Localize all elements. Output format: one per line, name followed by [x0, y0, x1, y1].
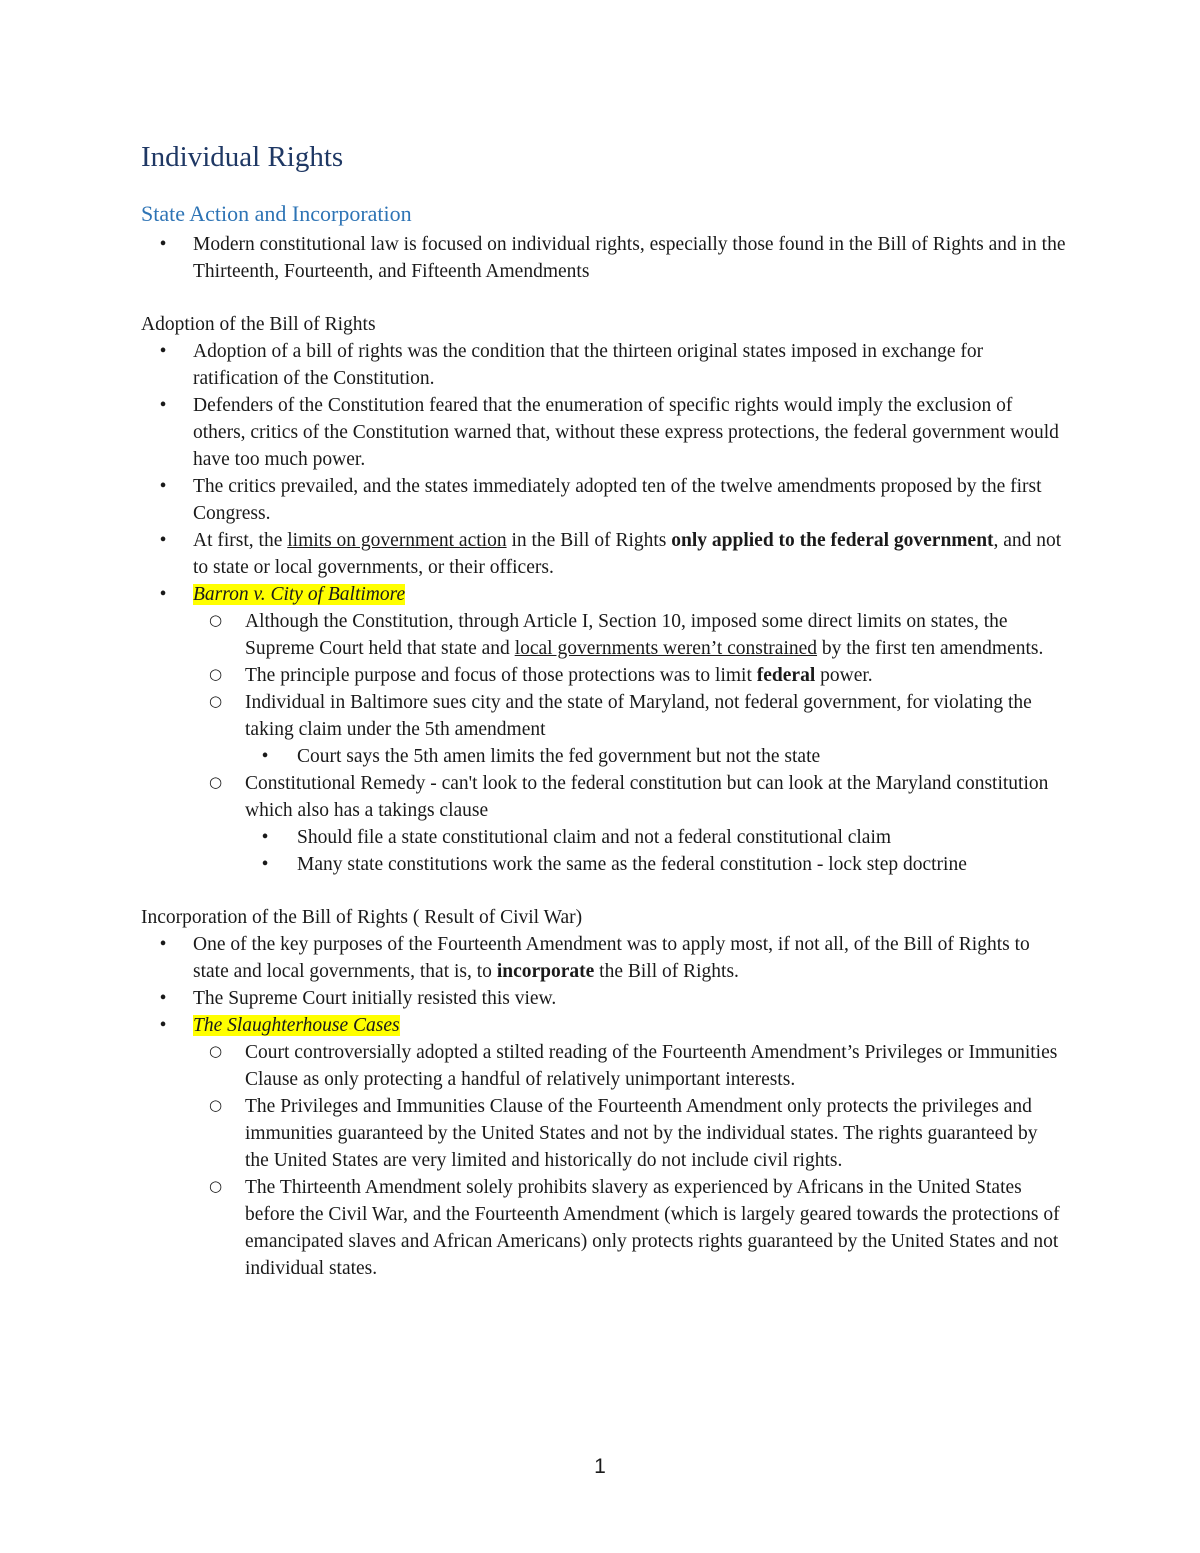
- subheading-incorporation: Incorporation of the Bill of Rights ( Result of Civil War): [141, 907, 583, 929]
- bullet-icon: •: [159, 341, 167, 363]
- list-item: • The critics prevailed, and the states immediately adopted ten of the twelve amendments proposed by the first Congress.: [141, 473, 1066, 527]
- list-item: • Defenders of the Constitution feared that the enumeration of specific rights would imply the exclusion of others, critics of the Constitution warned that, without these express protections, the federal government would have too much power.: [141, 392, 1066, 473]
- section-heading-state-action: State Action and Incorporation: [141, 200, 412, 226]
- bullet-icon: •: [159, 988, 167, 1010]
- list-item: • Modern constitutional law is focused on individual rights, especially those found in the Bill of Rights and in the Thirteenth, Fourteenth, and Fifteenth Amendments: [141, 231, 1066, 285]
- bullet-icon: •: [159, 234, 167, 256]
- circle-bullet-icon: ○: [209, 665, 223, 684]
- list-item: • At first, the limits on government action in the Bill of Rights only applied to the federal government, and not to state or local governments, or their officers.: [141, 527, 1066, 581]
- list-item: • Adoption of a bill of rights was the condition that the thirteen original states imposed in exchange for ratification of the Constitution.: [141, 338, 1066, 392]
- bullet-icon: •: [159, 934, 167, 956]
- circle-bullet-icon: ○: [209, 692, 223, 711]
- list-item: [141, 581, 1066, 878]
- sub-list: [193, 608, 1066, 878]
- sub-list: [193, 1039, 1066, 1282]
- list-item: ○ Constitutional Remedy - can't look to the federal constitution but can look at the Maryland constitution which also has a takings clause • Should file a state constitutional claim and not a federal constitutional claim • Many state constitutions work the same as the federal constitution - lock step doctrine: [193, 770, 1066, 878]
- subheading-adoption: Adoption of the Bill of Rights: [141, 314, 376, 336]
- bullet-icon: •: [159, 1015, 167, 1037]
- bullet-list: [141, 338, 1066, 878]
- sub-sub-list: [245, 824, 1066, 878]
- bullet-list: [141, 231, 1066, 285]
- list-item: • The Supreme Court initially resisted this view.: [141, 985, 1066, 1012]
- bullet-icon: •: [261, 854, 269, 876]
- bullet-icon: •: [159, 530, 167, 552]
- list-item: ○ Court controversially adopted a stilted reading of the Fourteenth Amendment’s Privileges or Immunities Clause as only protecting a handful of relatively unimportant interests.: [193, 1039, 1066, 1093]
- bold-text: incorporate: [496, 961, 595, 983]
- case-name-highlight: Barron v. City of Baltimore: [193, 584, 406, 606]
- page-title: Individual Rights: [141, 141, 344, 173]
- list-item: • Court says the 5th amen limits the fed government but not the state: [245, 743, 1066, 770]
- list-item: • One of the key purposes of the Fourteenth Amendment was to apply most, if not all, of the Bill of Rights to state and local governments, that is, to incorporate the Bill of Rights.: [141, 931, 1066, 985]
- page-number: 1: [594, 1455, 606, 1478]
- case-name-highlight: The Slaughterhouse Cases: [193, 1015, 400, 1037]
- circle-bullet-icon: ○: [209, 1042, 223, 1061]
- bold-text: only applied to the federal government: [671, 530, 994, 552]
- circle-bullet-icon: ○: [209, 1177, 223, 1196]
- bullet-icon: •: [261, 746, 269, 768]
- bullet-list: [141, 931, 1066, 1282]
- circle-bullet-icon: ○: [209, 773, 223, 792]
- bold-text: federal: [756, 665, 816, 687]
- underlined-text: local governments weren’t constrained: [514, 638, 818, 660]
- sub-sub-list: [245, 743, 1066, 770]
- document-body: [141, 140, 1066, 1282]
- bullet-icon: •: [261, 827, 269, 849]
- underlined-text: limits on government action: [287, 530, 507, 552]
- list-item: ○ Individual in Baltimore sues city and the state of Maryland, not federal government, for violating the taking claim under the 5th amendment • Court says the 5th amen limits the fed government but not the state: [193, 689, 1066, 770]
- bullet-icon: •: [159, 584, 167, 606]
- circle-bullet-icon: ○: [209, 1096, 223, 1115]
- list-item: ○ Although the Constitution, through Article I, Section 10, imposed some direct limits on states, the Supreme Court held that state and local governments weren’t constrained by the first ten amendments.: [193, 608, 1066, 662]
- bullet-icon: •: [159, 395, 167, 417]
- bullet-icon: •: [159, 476, 167, 498]
- list-item: [141, 1012, 1066, 1282]
- circle-bullet-icon: ○: [209, 611, 223, 630]
- list-item: ○ The Thirteenth Amendment solely prohibits slavery as experienced by Africans in the United States before the Civil War, and the Fourteenth Amendment (which is largely geared towards the protections of emancipated slaves and African Americans) only protects rights guaranteed by the United States and not individual states.: [193, 1174, 1066, 1282]
- list-item: • Should file a state constitutional claim and not a federal constitutional claim: [245, 824, 1066, 851]
- list-item: ○ The principle purpose and focus of those protections was to limit federal power.: [193, 662, 1066, 689]
- list-item: ○ The Privileges and Immunities Clause of the Fourteenth Amendment only protects the privileges and immunities guaranteed by the United States and not by the individual states. The rights guaranteed by the United States are very limited and historically do not include civil rights.: [193, 1093, 1066, 1174]
- list-item: • Many state constitutions work the same as the federal constitution - lock step doctrine: [245, 851, 1066, 878]
